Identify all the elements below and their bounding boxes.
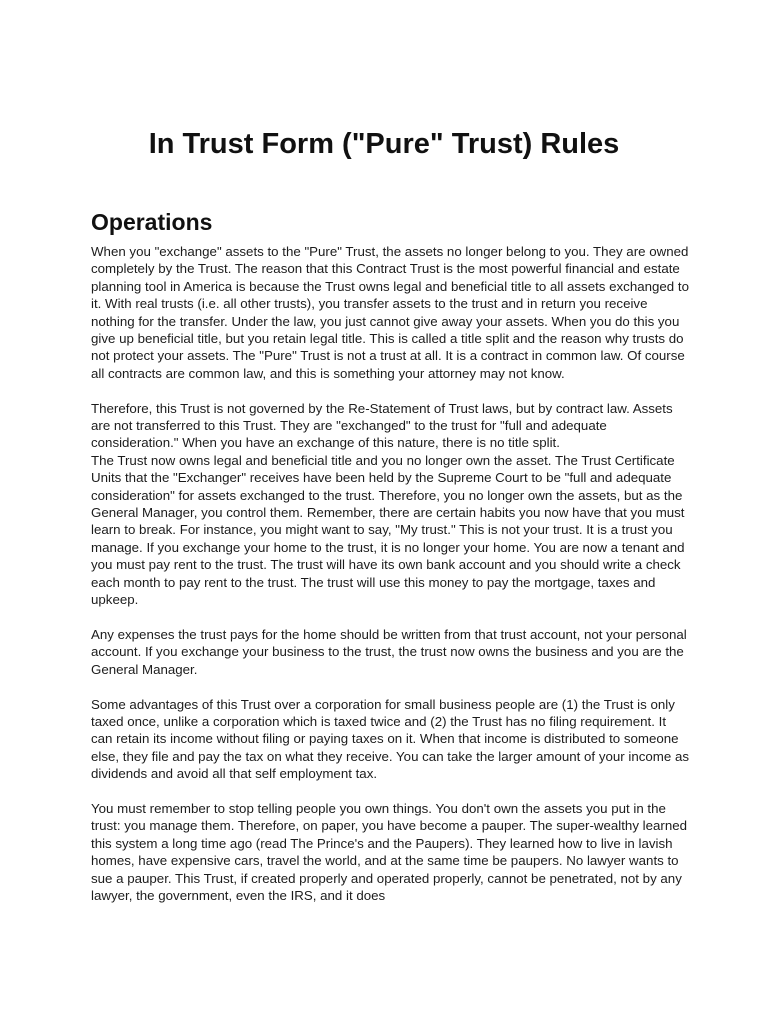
document-body bbox=[91, 243, 691, 922]
document-title: In Trust Form ("Pure" Trust) Rules bbox=[148, 128, 620, 160]
paragraph: When you "exchange" assets to the "Pure" Trust, the assets no longer belong to you. They are owned completely by the Trust. The reason that this Contract Trust is the most powerful financial and estate planning tool in America is because the Trust owns legal and beneficial title to all assets exchanged to it. With real trusts (i.e. all other trusts), you transfer assets to the trust and in return you receive nothing for the transfer. Under the law, you just cannot give away your assets. When you do this you give up beneficial title, but you retain legal title. This is called a title split and the reason why trusts do not protect your assets. The "Pure" Trust is not a trust at all. It is a contract in common law. Of course all contracts are common law, and this is something your attorney may not know. bbox=[91, 244, 689, 381]
paragraph: You must remember to stop telling people you own things. You don't own the assets you put in the trust: you manage them. Therefore, on paper, you have become a pauper. The super-wealthy learned this system a long time ago (read The Prince's and the Paupers). They learned how to live in lavish homes, have expensive cars, travel the world, and at the same time be paupers. No lawyer wants to sue a pauper. This Trust, if created properly and operated properly, cannot be penetrated, not by any lawyer, the government, even the IRS, and it does bbox=[91, 800, 688, 903]
paragraph: Some advantages of this Trust over a corporation for small business people are (1) the Trust is only taxed once, unlike a corporation which is taxed twice and (2) the Trust has no filing requirement. It can retain its income without filing or paying taxes on it. When that income is distributed to someone else, they file and pay the tax on what they receive. You can take the larger amount of your income as dividends and avoid all that self employment tax. bbox=[91, 696, 689, 782]
paragraph: The Trust now owns legal and beneficial title and you no longer own the asset. The Trust Certificate Units that the "Exchanger" receives have been held by the Supreme Court to be "full and adequate consideration" for assets exchanged to the trust. Therefore, you no longer own the assets, but as the General Manager, you control them. Remember, there are certain habits you now have that you must learn to break. For instance, you might want to say, "My trust." This is not your trust. It is a trust you manage. If you exchange your home to the trust, it is no longer your home. You are now a tenant and you must pay rent to the trust. The trust will have its own bank account and you should write a check each month to pay rent to the trust. The trust will use this money to pay the mortgage, taxes and upkeep. bbox=[91, 452, 685, 608]
section-heading: Operations bbox=[91, 209, 213, 235]
paragraph: Therefore, this Trust is not governed by the Re-Statement of Trust laws, but by contract law. Assets are not transferred to this Trust. They are "exchanged" to the trust for "full and adequate consideration." When you have an exchange of this nature, there is no title split. bbox=[91, 400, 673, 451]
paragraph: Any expenses the trust pays for the home should be written from that trust account, not your personal account. If you exchange your business to the trust, the trust now owns the business and you are the General Manager. bbox=[91, 626, 687, 677]
